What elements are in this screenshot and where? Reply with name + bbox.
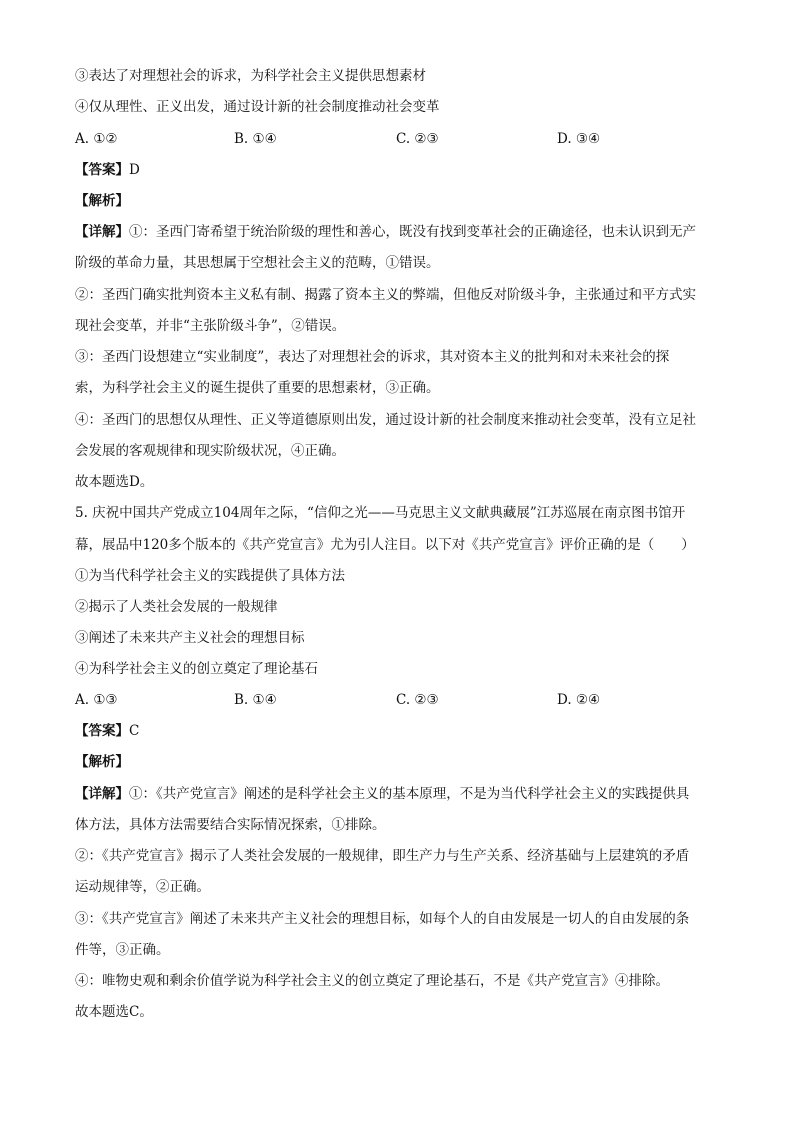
q5-detail-line-2: 体方法，具体方法需要结合实际情况探索，①排除。 <box>75 817 386 833</box>
q5-detail-line-1: 【详解】①：《共产党宣言》阐述的是科学社会主义的基本原理，不是为当代科学社会主义的实践提供具 <box>75 786 690 802</box>
q5-answer <box>75 721 725 741</box>
q5-detail-line-3: ②：《共产党宣言》揭示了人类社会发展的一般规律，即生产力与生产关系、经济基础与上层建筑的矛盾 <box>75 848 690 864</box>
q5-stem-line-2: 幕，展品中120多个版本的《共产党宣言》尤为引人注目。以下对《共产党宣言》评价正确的是（ ） <box>75 537 695 553</box>
q4-item-3: ③表达了对理想社会的诉求，为科学社会主义提供思想素材 <box>75 68 426 84</box>
q4-detail-line-2: 阶级的革命力量，其思想属于空想社会主义的范畴，①错误。 <box>75 255 440 271</box>
q4-detail-tag: 【详解】 <box>75 224 129 240</box>
q5-option-b: B. ①④ <box>234 692 277 708</box>
q5-stem-line-1: 5. 庆祝中国共产党成立104周年之际，“信仰之光——马克思主义文献典藏展”江苏巡展在南京图书馆开 <box>75 505 686 521</box>
q4-detail-line-6: 索，为科学社会主义的诞生提供了重要的思想素材，③正确。 <box>75 380 440 396</box>
q5-item-1: ①为当代科学社会主义的实践提供了具体方法 <box>75 568 345 584</box>
q4-detail-line-3: ②：圣西门确实批判资本主义私有制、揭露了资本主义的弊端，但他反对阶级斗争，主张通过和平方式实 <box>75 287 696 303</box>
q5-option-c: C. ②③ <box>396 692 439 708</box>
q5-option-d: D. ②④ <box>557 692 601 708</box>
q5-conclusion: 故本题选C。 <box>75 1004 153 1020</box>
q4-option-a: A. ①② <box>75 131 118 147</box>
q5-option-a: A. ①③ <box>75 692 118 708</box>
q4-option-b: B. ①④ <box>234 131 277 147</box>
q5-detail-line-5: ③：《共产党宣言》阐述了未来共产主义社会的理想目标，如每个人的自由发展是一切人的自由发展的条 <box>75 911 690 927</box>
q5-detail-line-4: 运动规律等，②正确。 <box>75 879 210 895</box>
q5-answer-tag: 【答案】 <box>75 723 129 739</box>
q4-analysis-tag: 【解析】 <box>75 193 129 209</box>
q4-option-d: D. ③④ <box>557 131 601 147</box>
q4-conclusion: 故本题选D。 <box>75 474 154 490</box>
q4-answer-value: D <box>129 162 140 178</box>
q4-detail-line-4: 现社会变革，并非“主张阶级斗争”，②错误。 <box>75 318 346 334</box>
q4-detail-line-8: 会发展的客观规律和现实阶级状况，④正确。 <box>75 443 345 459</box>
q5-item-3: ③阐述了未来共产主义社会的理想目标 <box>75 630 305 646</box>
q5-analysis-tag: 【解析】 <box>75 754 129 770</box>
q5-detail-tag: 【详解】 <box>75 786 129 802</box>
q5-item-4: ④为科学社会主义的创立奠定了理论基石 <box>75 661 318 677</box>
q4-answer-tag: 【答案】 <box>75 162 129 178</box>
q5-item-2: ②揭示了人类社会发展的一般规律 <box>75 599 278 615</box>
q5-answer-value: C <box>129 723 140 739</box>
q5-detail-line-6: 件等，③正确。 <box>75 942 170 958</box>
q4-item-4: ④仅从理性、正义出发，通过设计新的社会制度推动社会变革 <box>75 99 440 115</box>
q4-detail-line-7: ④：圣西门的思想仅从理性、正义等道德原则出发，通过设计新的社会制度来推动社会变革，没有立足社 <box>75 412 696 428</box>
q4-detail-line-5: ③：圣西门设想建立“实业制度”，表达了对理想社会的诉求，其对资本主义的批判和对未来社会的探 <box>75 349 670 365</box>
q4-option-c: C. ②③ <box>396 131 439 147</box>
q4-detail-line-1: 【详解】①：圣西门寄希望于统治阶级的理性和善心，既没有找到变革社会的正确途径，也未认识到无产 <box>75 224 696 240</box>
q4-answer <box>75 160 725 180</box>
q5-detail-line-7: ④：唯物史观和剩余价值学说为科学社会主义的创立奠定了理论基石，不是《共产党宣言》④排除。 <box>75 973 669 989</box>
